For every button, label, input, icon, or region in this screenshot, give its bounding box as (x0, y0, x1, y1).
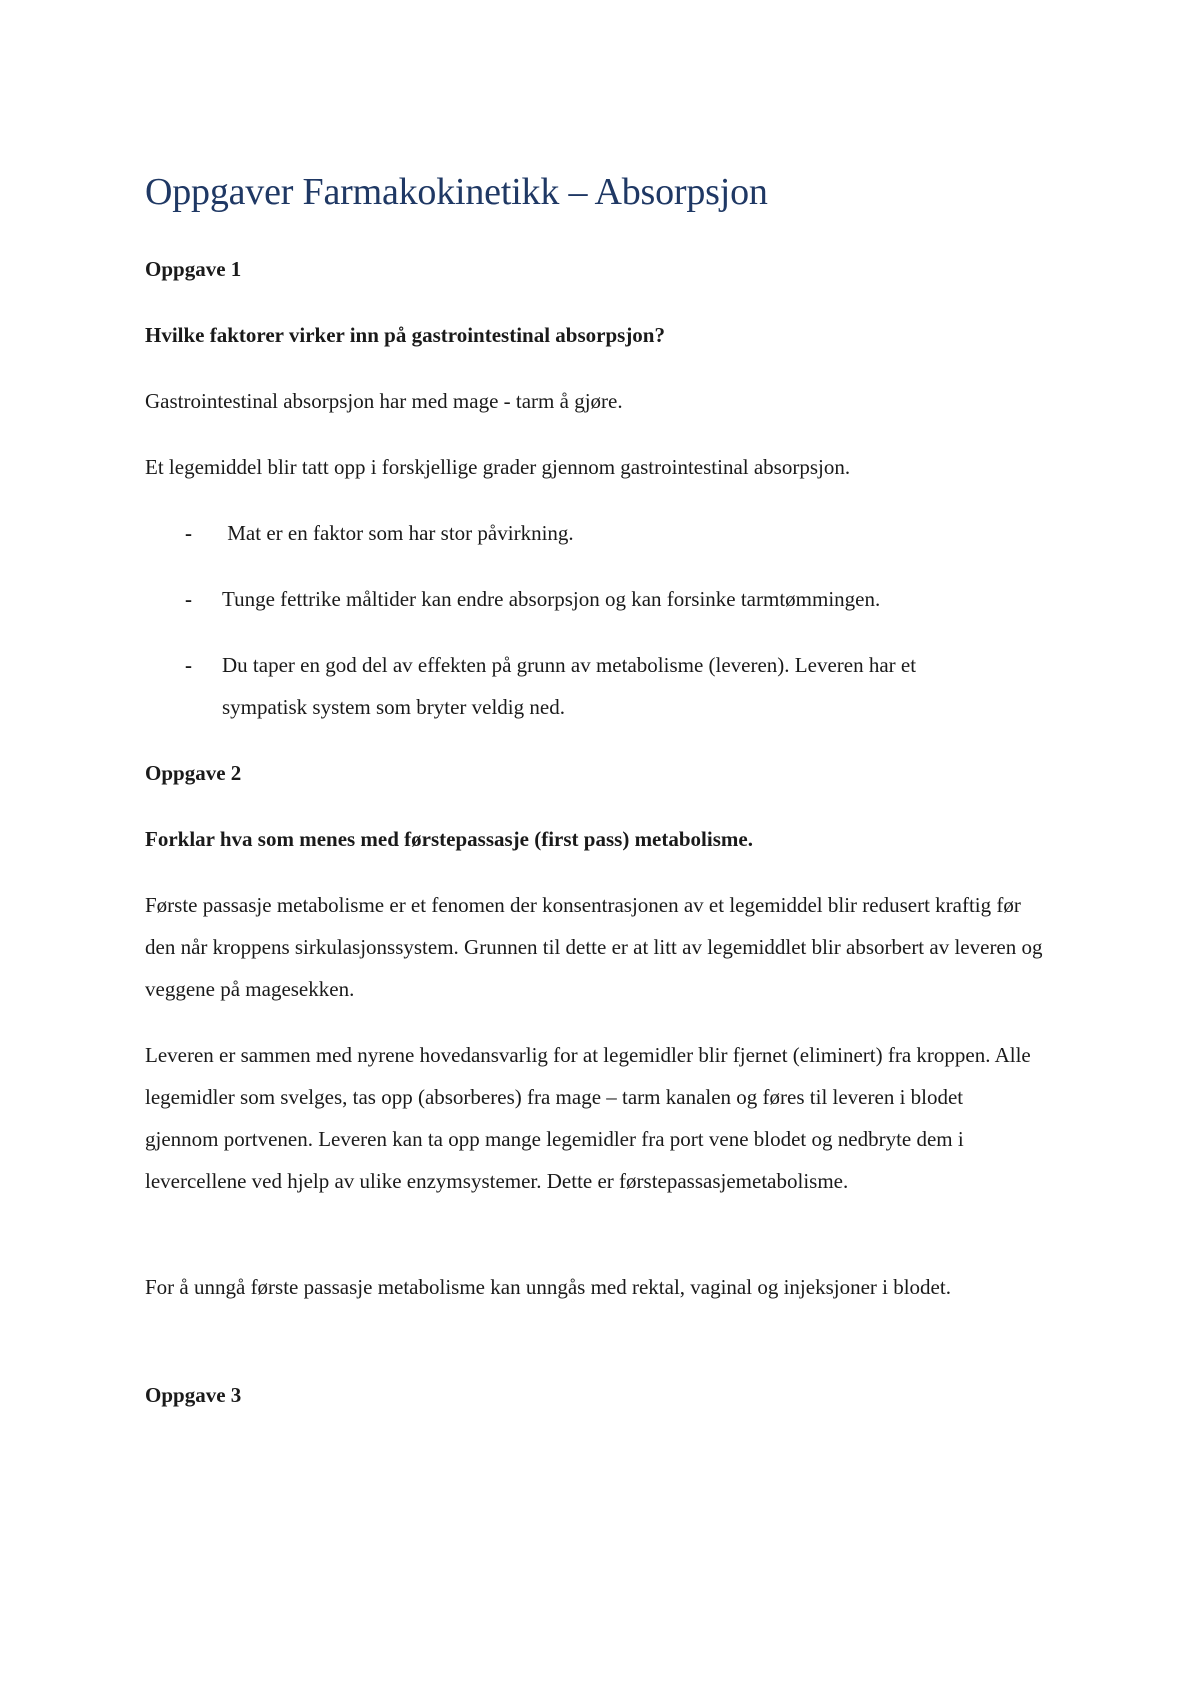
paragraph: Første passasje metabolisme er et fenomen der konsentrasjonen av et legemiddel blir redusert kraftig før den når kroppens sirkulasjonssystem. Grunnen til dette er at litt av legemiddlet blir absorbert av leveren og veggene på magesekken. (145, 893, 1043, 1001)
section-heading-oppgave-1: Oppgave 1 (145, 257, 242, 281)
list-item (185, 578, 1065, 620)
list-item-text: Mat er en faktor som har stor påvirkning. (222, 521, 574, 545)
bullet-marker: - (185, 653, 192, 677)
bullet-marker: - (185, 587, 192, 611)
question-1: Hvilke faktorer virker inn på gastrointestinal absorpsjon? (145, 323, 665, 347)
question-2: Forklar hva som menes med førstepassasje (first pass) metabolisme. (145, 827, 753, 851)
list-item (185, 512, 1065, 554)
paragraph: For å unngå første passasje metabolisme kan unngås med rektal, vaginal og injeksjoner i blodet. (145, 1275, 951, 1299)
list-item-text: Tunge fettrike måltider kan endre absorpsjon og kan forsinke tarmtømmingen. (222, 587, 881, 611)
document-title: Oppgaver Farmakokinetikk – Absorpsjon (145, 171, 768, 213)
bullet-marker: - (185, 521, 192, 545)
paragraph: Gastrointestinal absorpsjon har med mage - tarm å gjøre. (145, 389, 623, 413)
list-item (185, 644, 1005, 728)
paragraph: Et legemiddel blir tatt opp i forskjellige grader gjennom gastrointestinal absorpsjon. (145, 455, 851, 479)
paragraph: Leveren er sammen med nyrene hovedansvarlig for at legemidler blir fjernet (eliminert) fra kroppen. Alle legemidler som svelges, tas opp (absorberes) fra mage – tarm kanalen og føres til leveren i blodet gjennom portvenen. Leveren kan ta opp mange legemidler fra port vene blodet og nedbryte dem i levercellene ved hjelp av ulike enzymsystemer. Dette er førstepassasjemetabolisme. (145, 1043, 1031, 1193)
list-item-text: Du taper en god del av effekten på grunn av metabolisme (leveren). Leveren har et sympatisk system som bryter veldig ned. (222, 653, 917, 719)
section-heading-oppgave-3: Oppgave 3 (145, 1383, 242, 1407)
section-heading-oppgave-2: Oppgave 2 (145, 761, 242, 785)
